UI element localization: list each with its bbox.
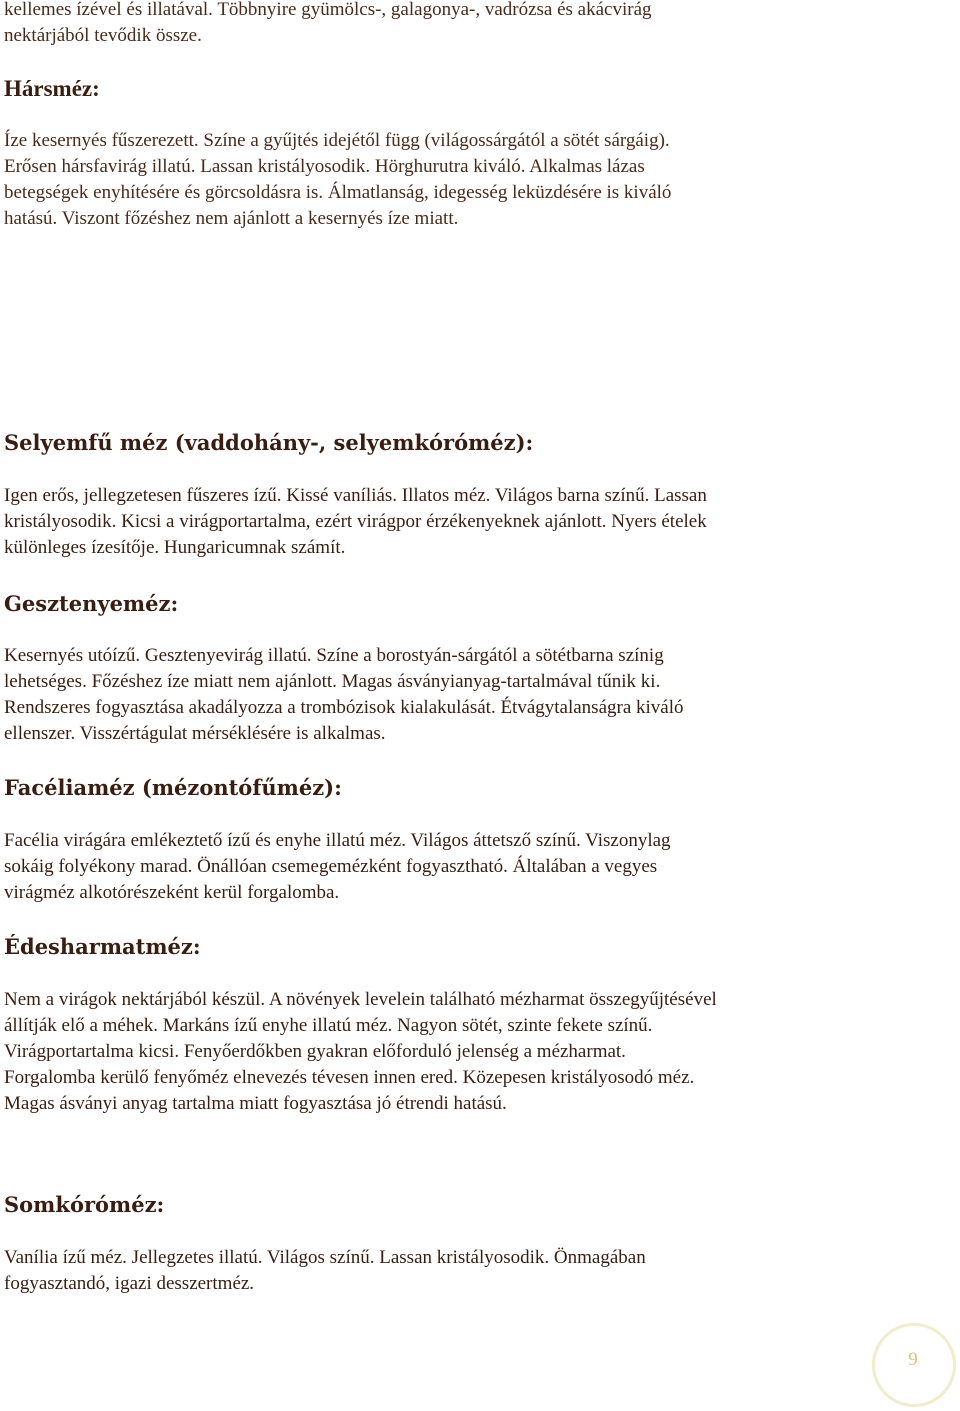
intro-line: kellemes ízével és illatával. Többnyire gyümölcs-, galagonya-, vadrózsa és akácvirág [4, 0, 652, 20]
section-heading-harsmez: Hársméz: [4, 76, 100, 101]
page-number: 9 [908, 1349, 918, 1370]
section-heading-faceliamez: Facéliaméz (mézontófűméz): [4, 775, 342, 800]
section-heading-gesztenyemez: Gesztenyeméz: [4, 591, 179, 616]
section-body-edesharmatmez [4, 987, 904, 1117]
body-line: Vanília ízű méz. Jellegzetes illatú. Világos színű. Lassan kristályosodik. Önmagában [4, 1247, 646, 1268]
section-heading-edesharmatmez: Édesharmatméz: [4, 934, 201, 959]
intro-line: nektárjából tevődik össze. [4, 25, 202, 46]
body-line: Nem a virágok nektárjából készül. A növények levelein található mézharmat összegyűjtésével [4, 989, 717, 1010]
body-line: különleges ízesítője. Hungaricumnak számít. [4, 537, 346, 558]
body-line: hatású. Viszont főzéshez nem ajánlott a kesernyés íze miatt. [4, 208, 459, 229]
section-body-gesztenyemez [4, 643, 904, 747]
body-line: Rendszeres fogyasztása akadályozza a trombózisok kialakulását. Étvágytalanságra kiváló [4, 697, 684, 718]
section-heading-somkoromez: Somkóróméz: [4, 1192, 165, 1217]
body-line: Kesernyés utóízű. Gesztenyevirág illatú. Színe a borostyán-sárgától a sötétbarna színig [4, 645, 664, 666]
intro-paragraph [4, 0, 904, 49]
section-body-harsmez [4, 128, 904, 232]
body-line: lehetséges. Főzéshez íze miatt nem ajánlott. Magas ásványianyag-tartalmával tűnik ki. [4, 671, 661, 692]
body-line: fogyasztandó, igazi desszertméz. [4, 1273, 255, 1294]
body-line: ellenszer. Visszértágulat mérséklésére is alkalmas. [4, 723, 386, 744]
section-heading-selyemfu: Selyemfű méz (vaddohány-, selyemkóróméz): [4, 430, 534, 455]
body-line: kristályosodik. Kicsi a virágportartalma, ezért virágpor érzékenyeknek ajánlott. Nyers ételek [4, 511, 707, 532]
body-line: Forgalomba kerülő fenyőméz elnevezés tévesen innen ered. Közepesen kristályosodó méz. [4, 1067, 695, 1088]
section-body-selyemfu [4, 483, 904, 561]
section-body-somkoromez [4, 1245, 904, 1297]
body-line: állítják elő a méhek. Markáns ízű enyhe illatú méz. Nagyon sötét, szinte fekete színű. [4, 1015, 653, 1036]
body-line: Erősen hársfavirág illatú. Lassan kristályosodik. Hörghurutra kiváló. Alkalmas lázas [4, 156, 645, 177]
body-line: Facélia virágára emlékeztető ízű és enyhe illatú méz. Világos áttetsző színű. Viszonylag [4, 830, 671, 851]
page-number-badge [872, 1323, 956, 1407]
section-body-faceliamez [4, 828, 904, 906]
body-line: sokáig folyékony marad. Önállóan csemegemézként fogyasztható. Általában a vegyes [4, 856, 658, 877]
body-line: virágméz alkotórészeként kerül forgalomba. [4, 882, 340, 903]
body-line: Igen erős, jellegzetesen fűszeres ízű. Kissé vaníliás. Illatos méz. Világos barna színű. Lassan [4, 485, 707, 506]
body-line: betegségek enyhítésére és görcsoldásra is. Álmatlanság, idegesség leküzdésére is kiváló [4, 182, 672, 203]
body-line: Virágportartalma kicsi. Fenyőerdőkben gyakran előforduló jelenség a mézharmat. [4, 1041, 626, 1062]
body-line: Íze kesernyés fűszerezett. Színe a gyűjtés idejétől függ (világossárgától a sötét sárgáig). [4, 130, 670, 151]
body-line: Magas ásványi anyag tartalma miatt fogyasztása jó étrendi hatású. [4, 1093, 507, 1114]
